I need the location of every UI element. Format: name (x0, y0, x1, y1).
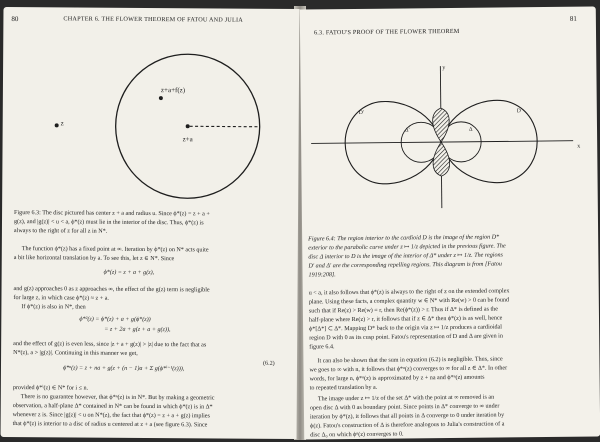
equation-number: (6.2) (262, 360, 275, 367)
figure-label-delta: Δ (468, 126, 473, 133)
petal-top (433, 108, 450, 142)
point-image (159, 96, 163, 100)
body-line: observation, a half-plane Δ* contained in N* can be found in which ϕ*(z) is in Δ* (12, 403, 213, 411)
point-z (55, 123, 59, 127)
caption-line: always to the right of z for all z in N*. (13, 228, 108, 235)
right-page (300, 6, 600, 439)
figure-label-y: y (442, 65, 446, 72)
body-line: we goes to ∞ with n, it follows that ϕ*ⁿ(z) converges to ∞ for all z ∈ Δ*. In other (309, 365, 508, 374)
left-page (1, 7, 300, 439)
body-line: such that if Re(z) > Re(w) = r, then Re(ϕ*(z)) > r. Thus if Δ* is defined as the (308, 306, 498, 315)
caption-line: Figure 6.4: The region interior to the cardioid D is the image of the region D* (308, 234, 500, 243)
body-line: whenever z is. Since |g(z)| < u on N*(z), the fact that ϕ*(z) = z + a + g(z) implies (12, 412, 210, 420)
caption-line: exterior to the parabolic curve under z ↦ 1/z depicted in the previous figure. The (308, 243, 506, 252)
figure-label-center: z+a (182, 135, 193, 144)
equation-2b: = z + 2a + g(z + a + g(z)), (104, 326, 171, 334)
equation-2a: ϕ*²(z) = ϕ*(z) + a + g(ϕ*(z)) (79, 316, 151, 324)
body-line: and g(z) approaches 0 as z approaches ∞, the effect of the g(z) term is negligible (13, 286, 210, 294)
caption-line: 1919:208]. (308, 272, 336, 279)
caption-line: g(z), and |g(z)| < u < a, ϕ*(z) must lie in the interior of the disc. Thus, ϕ*(z) is (13, 219, 204, 227)
equation-3: ϕ*ⁿ(z) = z + na + g(z + (n − 1)a + Σ g(ϕ*ⁱ⁻¹(z))), (62, 365, 185, 373)
point-center (186, 124, 190, 128)
figure-label-x: x (577, 143, 581, 150)
running-header-right: 6.3. FATOU'S PROOF OF THE FLOWER THEOREM (313, 27, 460, 37)
body-line: disc Δ₀ on which ϕⁿ(z) converges to 0. (310, 431, 404, 439)
body-line: to repeated translation by a. (309, 384, 378, 392)
figure-label-image: z+a+f(z) (160, 86, 186, 95)
body-line: N*(z), a > |g(z)|. Continuing in this manner we get, (13, 350, 138, 357)
figure-label-z: z (60, 119, 64, 128)
body-line: region D with 0 as its cusp point. Fatou's representation of D and Δ are given in (309, 333, 503, 342)
body-line: iteration by ϕ*(z), it follows that all points in Δ converge to 0 under iteration by (309, 412, 505, 421)
caption-line: Figure 6.3: The disc pictured has center z + a and radius u. Since ϕ*(z) = z + a + (14, 210, 210, 218)
figure-label-delta-prime: Δ' (404, 127, 410, 134)
body-line: There is no guarantee however, that ϕ*ⁿ(z) is in N*. But by making a geometric (20, 394, 215, 402)
body-line: that ϕ*(z) is interior to a disc of radius u centered at z + a (see figure 6.3). Since (12, 421, 208, 429)
running-header-left: CHAPTER 6. THE FLOWER THEOREM OF FATOU AND JULIA (63, 15, 243, 24)
body-line: The function ϕ*(z) has a fixed point at ∞. Iteration by ϕ*(z) on N* acts quite (21, 246, 209, 254)
body-line: ϕ*[Δ*] ⊂ Δ*. Mapping D* back to the origin via z ↦ 1/z produces a cardioidal (309, 324, 502, 333)
figure-6-3 (2, 7, 299, 209)
body-line: It can also be shown that the sum in equation (6.2) is negligible. Thus, since (317, 356, 503, 365)
figure-label-d: D (516, 108, 521, 115)
figure-6-4 (300, 6, 598, 209)
body-line: ϕ(z). Fatou's construction of Δ is therefore analogous to Julia's construction of a (310, 421, 505, 430)
body-line: a bit like horizontal translation by a. To see this, let z ∈ N*. Since (13, 255, 175, 263)
figure-label-d-prime: D' (358, 109, 364, 116)
body-line: provided ϕ*ⁱ(z) ∈ N* for i ≤ n. (12, 385, 89, 392)
body-line: for large z, in which case ϕ*(z) ≈ z + a. (13, 295, 109, 302)
body-line: plane. Using these facts, a complex quantity w ∈ N* with Re(w) > 0 can be found (308, 297, 510, 306)
body-line: and the effect of g(z) is even less, since |z + a + g(z)| > |z| due to the fact that as (13, 341, 207, 349)
page-number-right: 81 (569, 14, 577, 23)
caption-line: D' and Δ' are the corresponding repelling regions. This diagram is from [Fatou (308, 261, 502, 270)
body-line: figure 6.4. (309, 344, 335, 351)
page-number-left: 80 (11, 15, 19, 24)
petal-bottom (433, 142, 450, 176)
equation-1: ϕ*(z) = z + a + g(z), (103, 269, 155, 277)
body-line: If ϕ*(z) is also in N*, then (21, 304, 86, 311)
body-line: half-plane where Re(z) > r, it follows that if z ∈ Δ* then ϕ*(z) is as well, hence (308, 315, 503, 324)
body-line: The image under z ↦ 1/z of the set Δ* with the point at ∞ removed is an (317, 394, 495, 403)
caption-line: disc Δ interior to D is the image of the interior of Δ* under z ↦ 1/z. The regions (308, 252, 503, 261)
body-line: open disc Δ with 0 as boundary point. Since points in Δ* converge to ∞ under (309, 403, 500, 412)
body-line: words, for large n, ϕ*ⁿ(z) is approximated by z + na and ϕ*ⁿ(z) amounts (309, 374, 485, 383)
body-line: u < a, it also follows that ϕ*(z) is always to the right of z on the extended complex (308, 288, 510, 297)
